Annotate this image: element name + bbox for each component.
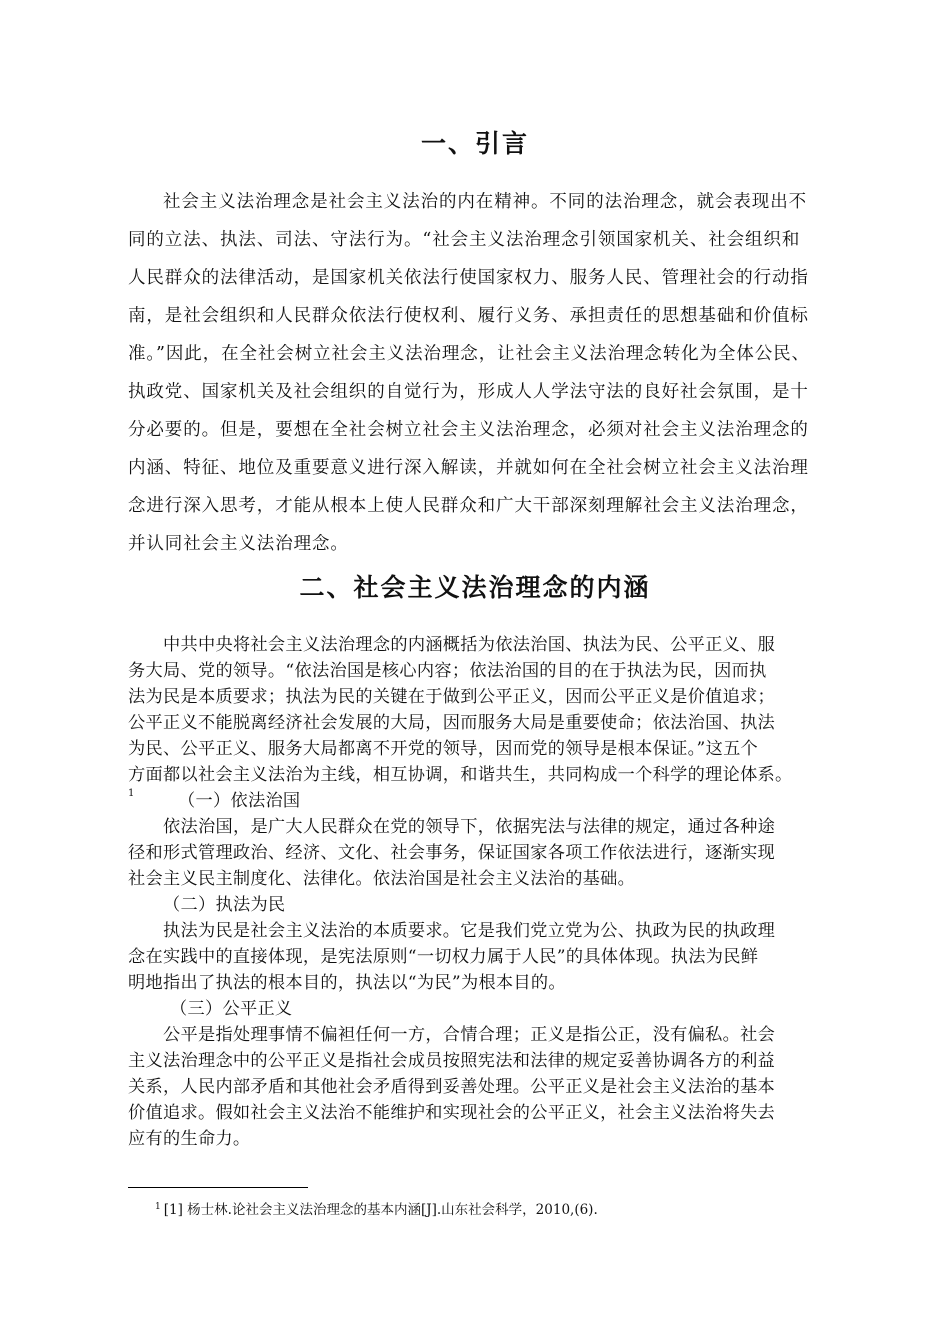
text-line: 依法治国，是广大人民群众在党的领导下，依据宪法与法律的规定，通过各种途 — [163, 817, 776, 837]
text-line: 主义法治理念中的公平正义是指社会成员按照宪法和法律的规定妥善协调各方的利益 — [128, 1051, 776, 1071]
text-line: 务大局、党的领导。“依法治国是核心内容；依法治国的目的在于执法为民，因而执 — [128, 661, 767, 681]
text-line: 南，是社会组织和人民群众依法行使权利、履行义务、承担责任的思想基础和价值标 — [128, 306, 809, 326]
text-line: 明地指出了执法的根本目的，执法以“为民”为根本目的。 — [128, 973, 566, 993]
subsection-heading: （一）依法治国 — [178, 791, 301, 811]
text-line: 人民群众的法律活动，是国家机关依法行使国家权力、服务人民、管理社会的行动指 — [128, 268, 809, 288]
text-line: 应有的生命力。 — [128, 1129, 251, 1149]
subsection-heading: （二）执法为民 — [163, 895, 286, 915]
footnote-marker: 1 — [155, 1201, 161, 1212]
text-line: 中共中央将社会主义法治理念的内涵概括为依法治国、执法为民、公平正义、服 — [163, 635, 776, 655]
footnote-text: [1] 杨士林.论社会主义法治理念的基本内涵[J].山东社会科学，2010,(6). — [163, 1202, 598, 1218]
footnote-reference-marker[interactable]: 1 — [128, 788, 135, 799]
text-line: 公平正义不能脱离经济社会发展的大局，因而服务大局是重要使命；依法治国、执法 — [128, 713, 776, 733]
footnote — [155, 1198, 598, 1218]
text-line: 方面都以社会主义法治为主线，相互协调，和谐共生，共同构成一个科学的理论体系。 — [128, 765, 793, 785]
text-line: 执政党、国家机关及社会组织的自觉行为，形成人人学法守法的良好社会氛围，是十 — [128, 382, 809, 402]
text-line: 并认同社会主义法治理念。 — [128, 534, 349, 554]
text-line: 念在实践中的直接体现，是宪法原则“一切权力属于人民”的具体体现。执法为民鲜 — [128, 947, 759, 967]
text-line: 为民、公平正义、服务大局都离不开党的领导，因而党的领导是根本保证。”这五个 — [128, 739, 759, 759]
text-line: 社会主义法治理念是社会主义法治的内在精神。不同的法治理念，就会表现出不 — [163, 192, 807, 212]
footnote-separator — [128, 1187, 308, 1188]
text-line: 法为民是本质要求；执法为民的关键在于做到公平正义，因而公平正义是价值追求； — [128, 687, 776, 707]
text-line: 社会主义民主制度化、法律化。依法治国是社会主义法治的基础。 — [128, 869, 636, 889]
subsection-heading: （三）公平正义 — [170, 999, 293, 1019]
text-line: 关系，人民内部矛盾和其他社会矛盾得到妥善处理。公平正义是社会主义法治的基本 — [128, 1077, 776, 1097]
text-line: 价值追求。假如社会主义法治不能维护和实现社会的公平正义，社会主义法治将失去 — [128, 1103, 776, 1123]
text-line: 公平是指处理事情不偏袒任何一方，合情合理；正义是指公正，没有偏私。社会 — [163, 1025, 776, 1045]
text-line: 念进行深入思考，才能从根本上使人民群众和广大干部深刻理解社会主义法治理念， — [128, 496, 809, 516]
text-line: 执法为民是社会主义法治的本质要求。它是我们党立党为公、执政为民的执政理 — [163, 921, 776, 941]
text-line: 同的立法、执法、司法、守法行为。“社会主义法治理念引领国家机关、社会组织和 — [128, 230, 801, 250]
section-heading-introduction: 一、引言 — [420, 129, 529, 158]
text-line: 径和形式管理政治、经济、文化、社会事务，保证国家各项工作依法进行，逐渐实现 — [128, 843, 776, 863]
text-line: 分必要的。但是，要想在全社会树立社会主义法治理念，必须对社会主义法治理念的 — [128, 420, 809, 440]
text-line: 准。”因此，在全社会树立社会主义法治理念，让社会主义法治理念转化为全体公民、 — [128, 344, 810, 364]
text-line: 内涵、特征、地位及重要意义进行深入解读，并就如何在全社会树立社会主义法治理 — [128, 458, 809, 478]
section-heading-connotation: 二、社会主义法治理念的内涵 — [299, 573, 651, 602]
